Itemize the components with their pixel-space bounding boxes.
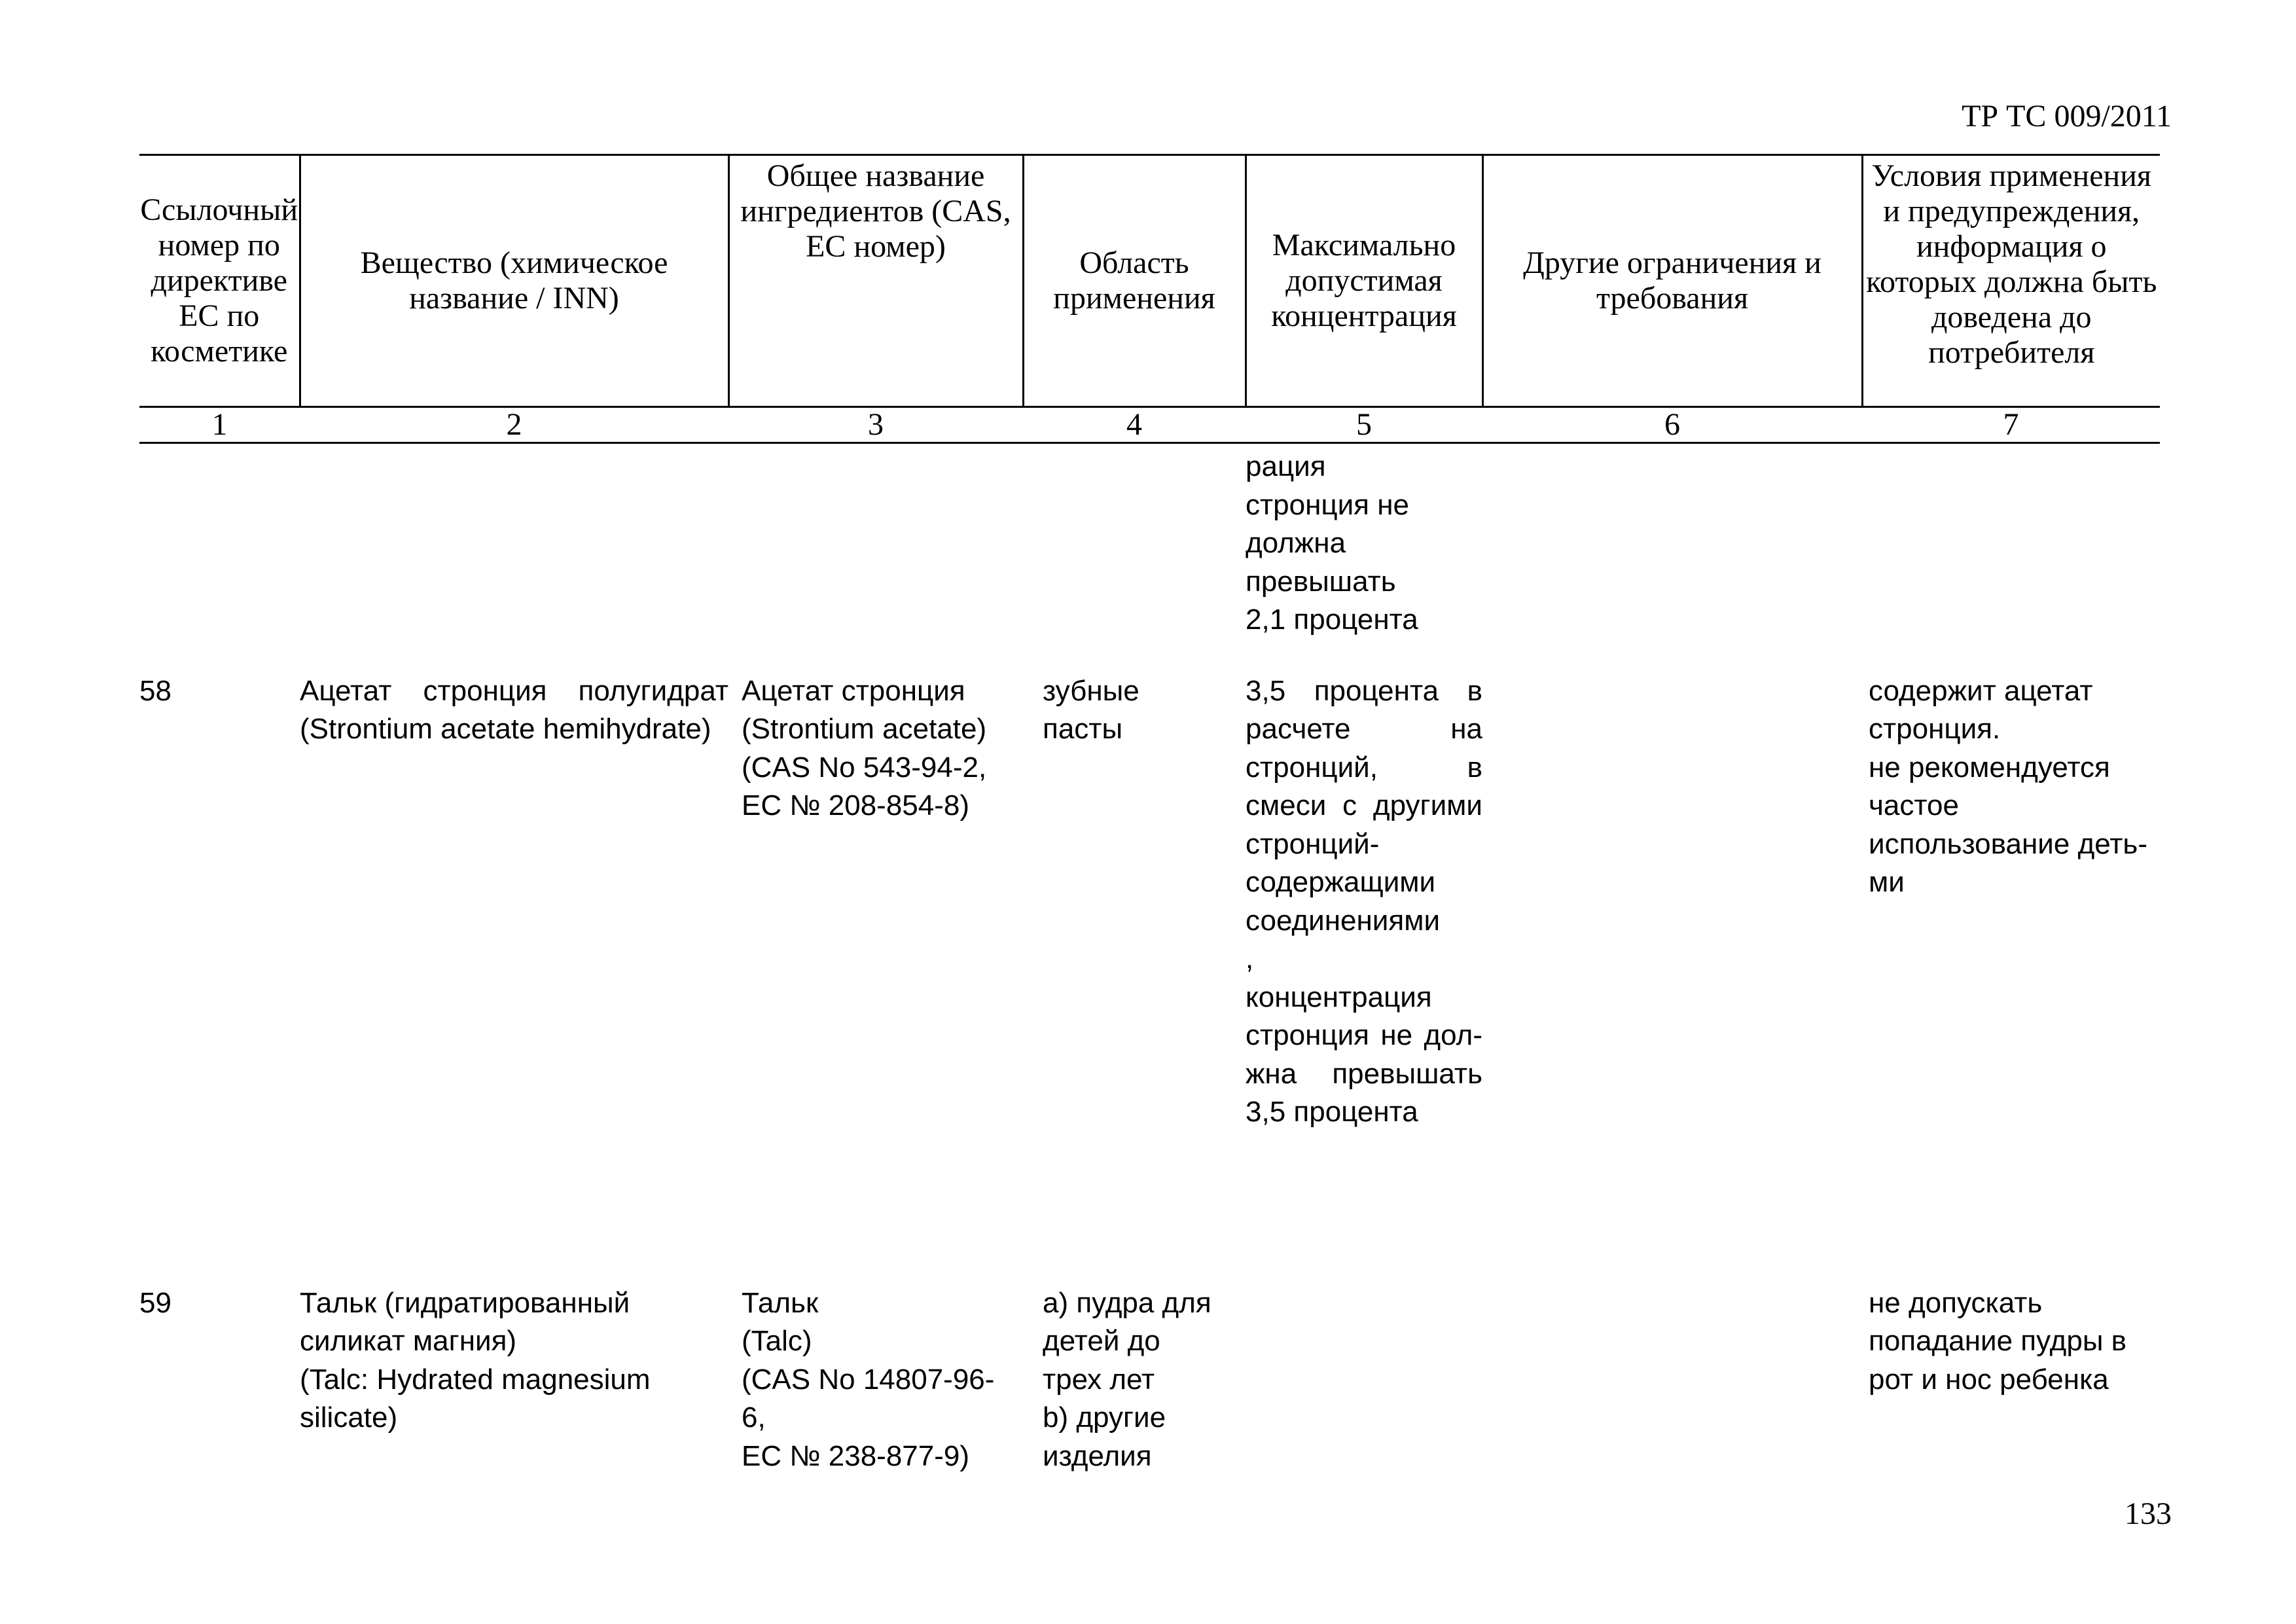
column-header-field-of-use: Область применения xyxy=(1023,155,1246,407)
column-number: 6 xyxy=(1482,407,1862,443)
column-number: 5 xyxy=(1246,407,1482,443)
column-number-row xyxy=(139,407,2160,443)
max-concentration-cell xyxy=(1246,1284,1482,1476)
other-limits-cell xyxy=(1482,1284,1862,1476)
table-row xyxy=(139,1284,2160,1476)
continuation-row xyxy=(139,443,2160,672)
column-header-max-concentration: Максимально допустимая концентрация xyxy=(1246,155,1482,407)
other-limits-cell xyxy=(1482,672,1862,1284)
table-row xyxy=(139,672,2160,1284)
page-number: 133 xyxy=(2125,1496,2172,1531)
column-number: 3 xyxy=(728,407,1023,443)
substance-cell: Тальк (гидратированный силикат магния) (Talc: Hydrated magnesium silicate) xyxy=(300,1286,651,1434)
column-number: 2 xyxy=(300,407,728,443)
column-header-common-name: Общее название ингредиентов (CAS, ЕС номер) xyxy=(728,155,1023,407)
column-number: 7 xyxy=(1862,407,2160,443)
max-concentration-cell: 3,5 процента в расчете на стронций, в смеси с другими стронций-содержащими соединениями , концентрация стронция не дол-жна превышать 3,5 процента xyxy=(1246,674,1482,1128)
ref-no-cell: 58 xyxy=(139,674,171,707)
column-header-other-limits: Другие ограничения и требования xyxy=(1482,155,1862,407)
common-name-cell: Ацетат стронция (Strontium acetate) (CAS No 543-94-2, ЕС № 208-854-8) xyxy=(742,674,987,821)
conditions-cell: содержит ацетат стронция. не рекомендуется частое использование деть- ми xyxy=(1869,674,2147,898)
field-of-use-cell: зубные пасты xyxy=(1043,674,1139,745)
ref-no-cell: 59 xyxy=(139,1286,171,1319)
column-header-substance: Вещество (химическое название / INN) xyxy=(300,155,728,407)
field-of-use-cell: a) пудра для детей до трех лет b) другие изделия xyxy=(1043,1286,1211,1472)
column-header-conditions: Условия применения и предупреждения, информация о которых должна быть доведена до потребителя xyxy=(1862,155,2160,407)
column-header-ref-no: Ссылочный номер по директиве ЕС по косметике xyxy=(139,155,300,407)
table-header xyxy=(139,155,2160,407)
conditions-cell: не допускать попадание пудры в рот и нос ребенка xyxy=(1869,1286,2127,1396)
column-number: 4 xyxy=(1023,407,1246,443)
document-code: ТР ТС 009/2011 xyxy=(1962,99,2172,134)
column-number: 1 xyxy=(139,407,300,443)
substance-cell: Ацетат стронция полугидрат (Strontium acetate hemihydrate) xyxy=(300,674,728,745)
continuation-max-concentration: рация стронция не должна превышать 2,1 процента xyxy=(1246,450,1418,636)
common-name-cell: Тальк (Talc) (CAS No 14807-96- 6, ЕС № 238-877-9) xyxy=(742,1286,995,1472)
regulation-table xyxy=(139,154,2160,1475)
